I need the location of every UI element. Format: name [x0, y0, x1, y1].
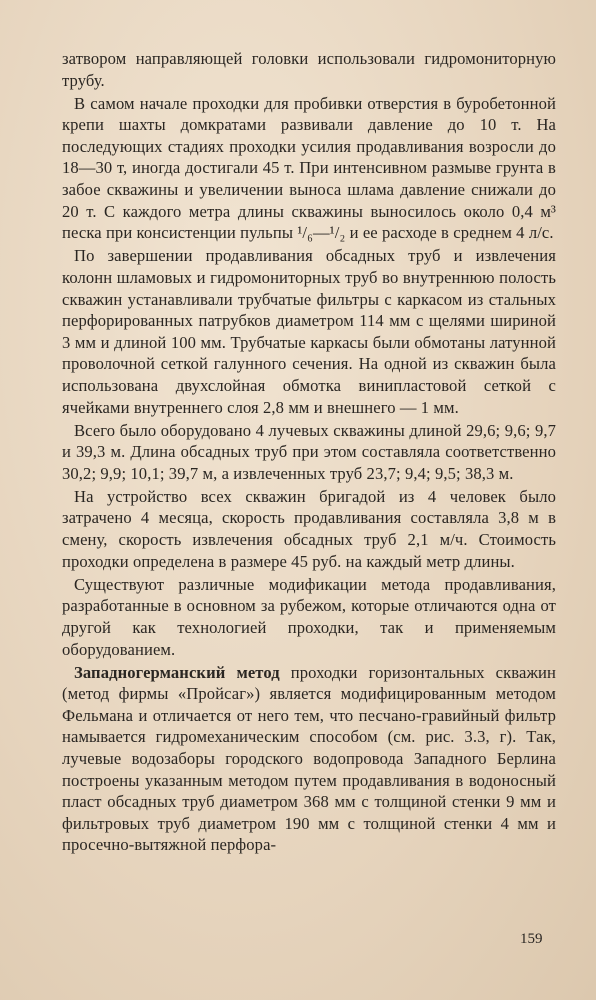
page-text-body — [62, 48, 556, 856]
paragraph-filter-installation: По завершении продавливания обсадных труб и извлечения колонн шламовых и гидромониторных труб во внутреннюю полость скважин устанавливали трубчатые фильтры с каркасом из стальных перфорированных патрубков диаметром 114 мм с щелями шириной 3 мм и длиной 100 мм. Трубчатые каркасы были обмотаны латунной проволочной сеткой галунного сечения. На одной из скважин была использована двухслойная обмотка винипластовой сеткой с ячейками внутреннего слоя 2,8 мм и внешнего — 1 мм. — [62, 246, 556, 417]
paragraph-west-german-method — [62, 662, 556, 856]
method-description: проходки горизонтальных скважин (метод фирмы «Пройсаг») является модифицированным методом Фельмана и отличается от него тем, что песчано-гравийный фильтр намывается гидромеханическим способом (см. рис. 3.3, г). Так, лучевые водозаборы городского водопровода Западного Берлина построены указанным методом путем продавливания в водоносный пласт обсадных труб диаметром 368 мм с толщиной стенки 9 мм и фильтровых труб диаметром 190 мм с толщиной стенки 4 мм и просечно-вытяжной перфора- — [62, 662, 556, 855]
paragraph-crew-and-cost: На устройство всех скважин бригадой из 4 человек было затрачено 4 месяца, скорость продавливания составляла 3,8 м в смену, скорость извлечения обсадных труб 2,1 м/ч. Стоимость проходки определена в размере 45 руб. на каждый метр длины. — [62, 486, 556, 571]
paragraph-continuation: затвором направляющей головки использовали гидромониторную трубу. — [62, 49, 556, 90]
paragraph-wells-count: Всего было оборудовано 4 лучевых скважины длиной 29,6; 9,6; 9,7 и 39,3 м. Длина обсадных труб при этом составляла соответственно 30,2; 9,9; 10,1; 39,7 м, а извлеченных труб 23,7; 9,4; 9,5; 38,3 м. — [62, 420, 556, 483]
paragraph-drilling-pressure: В самом начале проходки для пробивки отверстия в буробетонной крепи шахты домкратами развивали давление до 10 т. На последующих стадиях проходки усилия продавливания возросли до 18—30 т, иногда достигали 45 т. При интенсивном размыве грунта в забое скважины и увеличении выноса шлама давление снижали до 20 т. С каждого метра длины скважины выносилось около 0,4 м³ песка при консистенции пульпы ¹/₆—¹/₂ и ее расходе в среднем 4 л/с. — [62, 93, 556, 243]
paragraph-modifications: Существуют различные модификации метода продавливания, разработанные в основном за рубежом, которые отличаются одна от другой как технологией проходки, так и применяемым оборудованием. — [62, 574, 556, 659]
method-heading: Западногерманский метод — [74, 662, 280, 682]
page-number: 159 — [520, 931, 543, 947]
